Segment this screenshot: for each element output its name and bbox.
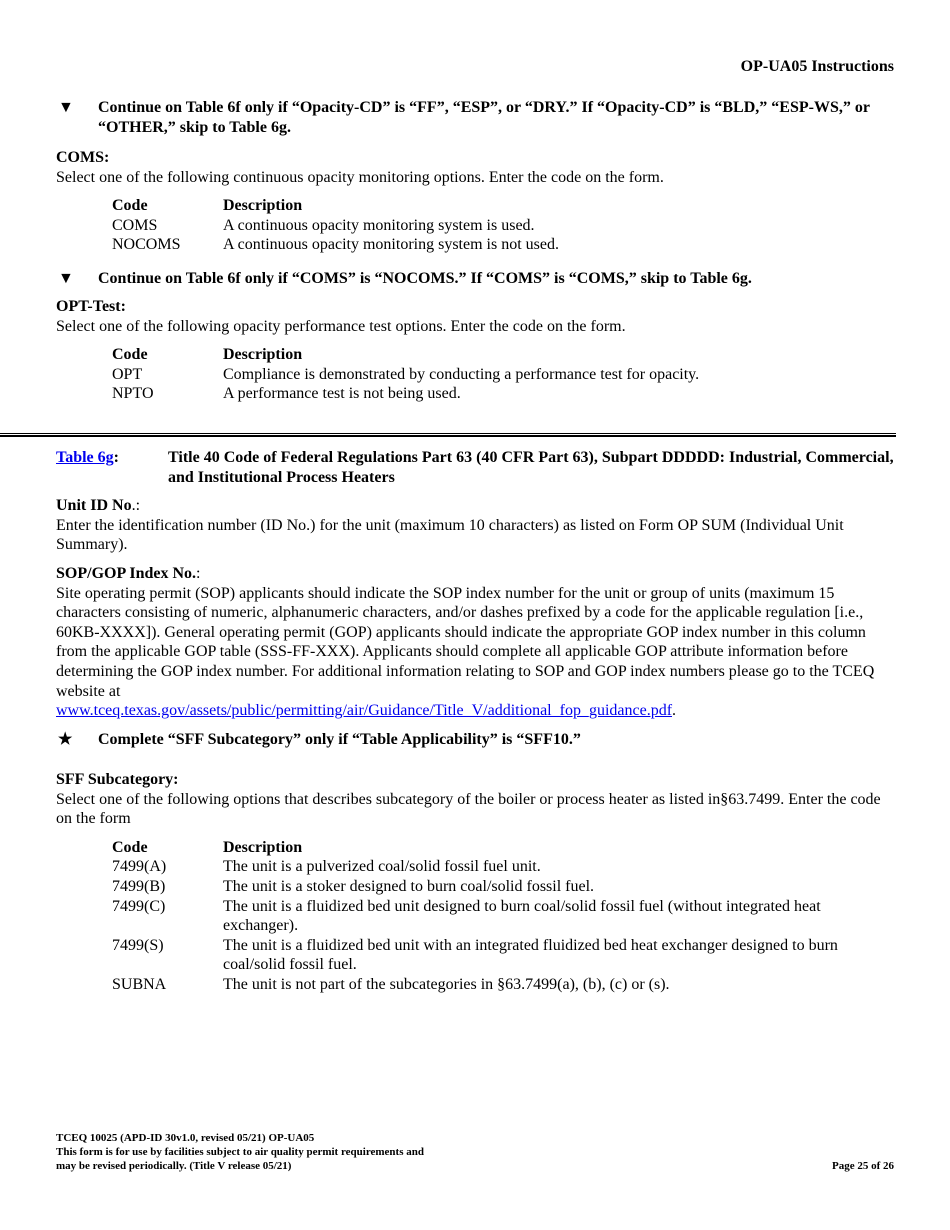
sop-gop-section: [56, 564, 894, 721]
note-text: Continue on Table 6f only if “Opacity-CD” is “FF”, “ESP”, or “DRY.” If “Opacity-CD” is “BLD,” “ESP-WS,” or “OTHER,” skip to Table 6g.: [98, 99, 870, 136]
down-triangle-icon: ▼: [58, 99, 74, 116]
description-cell: A continuous opacity monitoring system is not used.: [223, 236, 559, 254]
description-cell: The unit is not part of the subcategories in §63.7499(a), (b), (c) or (s).: [223, 975, 670, 993]
code-header: Code: [112, 838, 148, 856]
description-cell: The unit is a stoker designed to burn coal/solid fossil fuel.: [223, 877, 595, 895]
down-triangle-icon: ▼: [58, 270, 74, 287]
opt-code-table: [112, 345, 894, 404]
tceq-guidance-link[interactable]: www.tceq.texas.gov/assets/public/permitting/air/Guidance/Title_V/additional_fop_guidance.pdf: [56, 702, 673, 720]
page-footer: [56, 1131, 894, 1173]
sop-gop-text: Site operating permit (SOP) applicants should indicate the SOP index number for the unit or group of units (maximum 15 characters consisting of numeric, alphanumeric characters, and/or dashes prefixed by a code for the applicable regulation [i.e., 60KB-XXXX]). General operating permit (GOP) applicants should indicate the appropriate GOP index number in this column from the applicable GOP table (SSS-FF-XXX). Applicants should complete all applicable GOP attribute information before determining the GOP index number. For additional information relating to SOP and GOP index numbers please go to the TCEQ website at: [56, 584, 875, 700]
table-6g-colon: :: [113, 449, 119, 466]
sop-gop-suffix: :: [196, 565, 201, 582]
instruction-note-opacity: [56, 98, 894, 137]
code-cell: SUBNA: [112, 975, 167, 993]
unit-id-suffix: .:: [131, 497, 141, 514]
table-6g-link[interactable]: Table 6g: [56, 449, 114, 466]
code-header: Code: [112, 346, 148, 364]
opt-test-intro: Select one of the following opacity performance test options. Enter the code on the form.: [56, 317, 626, 335]
table-header-row: [112, 196, 894, 216]
code-cell: NPTO: [112, 385, 154, 403]
description-cell: The unit is a pulverized coal/solid fossil fuel unit.: [223, 858, 541, 876]
table-row: [112, 936, 894, 975]
page-header-title: OP-UA05 Instructions: [740, 58, 894, 75]
note-text: Continue on Table 6f only if “COMS” is “NOCOMS.” If “COMS” is “COMS,” skip to Table 6g.: [98, 270, 752, 287]
star-icon: ★: [58, 731, 73, 748]
table-row: [112, 216, 894, 236]
code-cell: 7499(S): [112, 936, 164, 954]
sop-gop-title: SOP/GOP Index No.: [56, 565, 197, 582]
sff-subcategory-section: [56, 770, 894, 995]
unit-id-title: Unit ID No: [56, 497, 132, 514]
unit-id-section: [56, 496, 894, 555]
description-cell: The unit is a fluidized bed unit with an integrated fluidized bed heat exchanger designed to burn coal/solid fossil fuel.: [223, 936, 838, 974]
instruction-note-sff: [56, 730, 894, 750]
footer-form-id: TCEQ 10025 (APD-ID 30v1.0, revised 05/21) OP-UA05: [56, 1132, 315, 1144]
unit-id-text: Enter the identification number (ID No.) for the unit (maximum 10 characters) as listed on Form OP SUM (Individual Unit Summary).: [56, 516, 844, 554]
code-cell: COMS: [112, 216, 158, 234]
footer-revision-note: may be revised periodically. (Title V release 05/21): [56, 1160, 292, 1172]
table-row: [112, 897, 894, 936]
description-header: Description: [223, 197, 303, 215]
description-cell: A continuous opacity monitoring system is used.: [223, 216, 535, 234]
table-header-row: [112, 345, 894, 365]
code-cell: OPT: [112, 365, 143, 383]
footer-usage-note: This form is for use by facilities subject to air quality permit requirements and: [56, 1146, 424, 1158]
table-row: [112, 857, 894, 877]
sff-intro: Select one of the following options that describes subcategory of the boiler or process heater as listed in§63.7499. Enter the code on the form: [56, 790, 881, 828]
page-number: Page 25 of 26: [831, 1160, 894, 1172]
table-row: [112, 384, 894, 404]
table-row: [112, 877, 894, 897]
opt-test-section: [56, 297, 894, 404]
coms-title: COMS:: [56, 149, 110, 166]
sff-title: SFF Subcategory:: [56, 771, 179, 788]
instruction-note-coms: [56, 269, 894, 289]
table-header-row: [112, 838, 894, 858]
code-header: Code: [112, 197, 148, 215]
table-row: [112, 975, 894, 995]
sff-code-table: [112, 838, 894, 995]
table-6g-heading: [56, 448, 894, 487]
description-cell: The unit is a fluidized bed unit designed to burn coal/solid fossil fuel (without integrated heat exchanger).: [223, 897, 821, 935]
table-6g-link-wrap: [56, 448, 168, 487]
coms-section: [56, 148, 894, 255]
description-header: Description: [223, 838, 303, 856]
description-cell: A performance test is not being used.: [223, 385, 461, 403]
description-cell: Compliance is demonstrated by conducting a performance test for opacity.: [223, 365, 700, 383]
code-cell: NOCOMS: [112, 236, 181, 254]
code-cell: 7499(B): [112, 877, 166, 895]
coms-intro: Select one of the following continuous opacity monitoring options. Enter the code on the form.: [56, 168, 664, 186]
table-row: [112, 365, 894, 385]
section-divider: [0, 433, 896, 437]
code-cell: 7499(C): [112, 897, 166, 915]
description-header: Description: [223, 346, 303, 364]
table-row: [112, 235, 894, 255]
link-period: .: [672, 702, 677, 720]
table-6g-title: Title 40 Code of Federal Regulations Part 63 (40 CFR Part 63), Subpart DDDDD: Industrial, Commercial, and Institutional Process Heaters: [168, 449, 894, 486]
opt-test-title: OPT-Test:: [56, 298, 126, 315]
note-text: Complete “SFF Subcategory” only if “Table Applicability” is “SFF10.”: [98, 731, 581, 748]
document-page: [56, 0, 894, 1230]
coms-code-table: [112, 196, 894, 255]
code-cell: 7499(A): [112, 858, 167, 876]
